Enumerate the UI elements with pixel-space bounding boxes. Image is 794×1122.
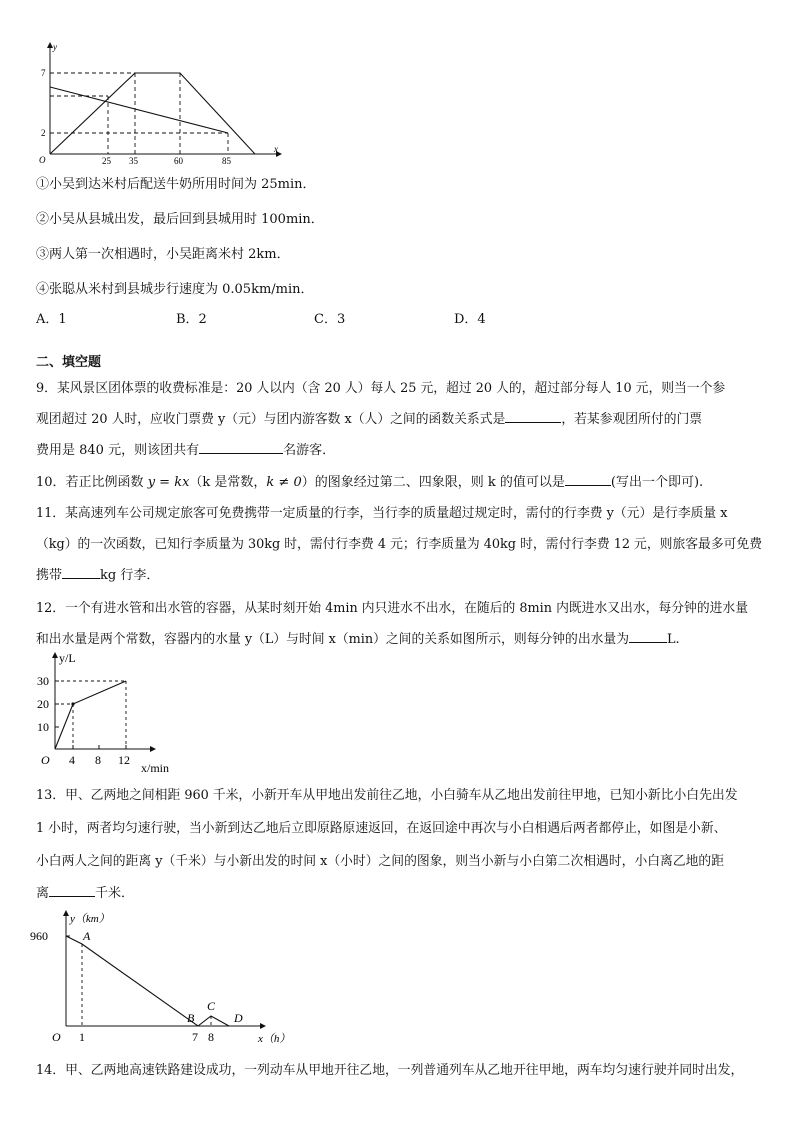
q9-line2 bbox=[36, 411, 702, 429]
q10-formula: y = kx bbox=[147, 475, 190, 490]
q14-line1: 14．甲、乙两地高速铁路建设成功，一列动车从甲地开往乙地，一列普通列车从乙地开往甲地，两车均匀速行驶并同时出发， bbox=[36, 1063, 744, 1078]
q13-line2: 1 小时，两者均匀速行驶，当小新到达乙地后立即原路原速返回，在返回途中再次与小白相遇后两者都停止，如图是小新、 bbox=[36, 821, 727, 836]
graph2-ytick-20: 20 bbox=[37, 697, 49, 711]
option-d: D．4 bbox=[454, 312, 486, 327]
q12-line2-tail: L. bbox=[667, 632, 680, 647]
q13-answer-blank[interactable] bbox=[49, 896, 95, 897]
q13-line3: 小白两人之间的距离 y（千米）与小新出发的时间 x（小时）之间的图象，则当小新与小白第二次相遇时，小白离乙地的距 bbox=[36, 854, 725, 869]
graph2-xtick-12: 12 bbox=[118, 753, 130, 767]
graph1-y-label: y bbox=[53, 42, 57, 52]
q10-text-2: （k 是常数， bbox=[189, 475, 267, 490]
graph3-origin: O bbox=[52, 1030, 61, 1044]
q10-text-4: (写出一个即可). bbox=[610, 475, 704, 490]
q9-line1: 9．某风景区团体票的收费标准是：20 人以内（含 20 人）每人 25 元，超过 20 人的，超过部分每人 10 元，则当一个参 bbox=[36, 381, 726, 396]
water-volume-graph bbox=[30, 650, 190, 780]
q11-line1: 11．某高速列车公司规定旅客可免费携带一定质量的行李，当行李的质量超过规定时，需付的行李费 y（元）是行李质量 x bbox=[36, 506, 728, 521]
q9-answer-blank-1[interactable] bbox=[505, 422, 561, 423]
q9-line3-tail: 名游客． bbox=[283, 443, 336, 458]
zhang-walk-line bbox=[50, 87, 228, 133]
q11-line3-tail: kg 行李． bbox=[100, 568, 160, 583]
section-title: 二、填空题 bbox=[36, 355, 102, 370]
q11-line2: （kg）的一次函数，已知行李质量为 30kg 时，需付行李费 4 元；行李质量为 40kg 时，需付行李费 12 元，则旅客最多可免费 bbox=[36, 537, 763, 552]
graph1-xtick-25: 25 bbox=[102, 156, 111, 166]
water-volume-line bbox=[55, 681, 126, 749]
q9-line2-tail: ，若某参观团所付的门票 bbox=[561, 412, 703, 427]
graph2-origin: O bbox=[41, 753, 50, 767]
graph1-xtick-60: 60 bbox=[174, 156, 183, 166]
q10-text-1: 10．若正比例函数 bbox=[36, 475, 148, 490]
point-a-label: A bbox=[83, 929, 91, 943]
graph2-y-label: y/L bbox=[59, 651, 76, 665]
graph2-ytick-10: 10 bbox=[37, 720, 49, 734]
distance-line bbox=[66, 936, 229, 1026]
graph3-x-label: x（h） bbox=[258, 1033, 290, 1045]
graph2-xtick-4: 4 bbox=[69, 753, 75, 767]
q12-answer-blank[interactable] bbox=[629, 642, 667, 643]
point-b-label: B bbox=[187, 1011, 195, 1025]
graph2-xtick-8: 8 bbox=[95, 753, 101, 767]
q10-answer-blank[interactable] bbox=[565, 485, 611, 486]
q10-text-3: ）的图象经过第二、四象限，则 k 的值可以是 bbox=[301, 475, 565, 490]
graph1-ytick-7: 7 bbox=[41, 68, 46, 78]
option-c: C．3 bbox=[314, 312, 346, 327]
graph3-xtick-7: 7 bbox=[192, 1030, 198, 1044]
travel-graph bbox=[30, 40, 290, 170]
q11-answer-blank[interactable] bbox=[62, 578, 100, 579]
distance-graph bbox=[30, 906, 290, 1052]
q10-line bbox=[36, 474, 703, 492]
turning-point bbox=[71, 702, 74, 705]
point-d-label: D bbox=[234, 1011, 243, 1025]
graph2-x-label: x/min bbox=[141, 761, 170, 775]
q9-line3 bbox=[36, 442, 335, 460]
statement-2: ②小吴从县城出发，最后回到县城用时 100min． bbox=[36, 212, 324, 227]
graph3-xtick-1: 1 bbox=[79, 1030, 85, 1044]
q9-answer-blank-2[interactable] bbox=[199, 453, 283, 454]
graph1-x-label: x bbox=[274, 144, 278, 154]
graph1-ytick-2: 2 bbox=[41, 128, 46, 138]
q12-line1: 12．一个有进水管和出水管的容器，从某时刻开始 4min 内只进水不出水，在随后的 8min 内既进水又出水，每分钟的进水量 bbox=[36, 601, 749, 616]
q13-line4-tail: 千米． bbox=[95, 886, 135, 901]
q10-condition: k ≠ 0 bbox=[266, 475, 302, 490]
graph3-xtick-8: 8 bbox=[208, 1030, 214, 1044]
point-c-label: C bbox=[207, 999, 216, 1013]
statement-4: ④张聪从米村到县城步行速度为 0.05km/min． bbox=[36, 282, 314, 297]
graph3-ytick-960: 960 bbox=[30, 929, 48, 943]
graph3-y-label: y（km） bbox=[70, 913, 110, 925]
q13-line4 bbox=[36, 885, 134, 903]
q13-line1: 13．甲、乙两地之间相距 960 千米，小新开车从甲地出发前往乙地，小白骑车从乙地出发前往甲地，已知小新比小白先出发 bbox=[36, 788, 738, 803]
graph1-origin: O bbox=[39, 155, 46, 165]
statement-3: ③两人第一次相遇时，小吴距离米村 2km． bbox=[36, 247, 290, 262]
option-a: A．1 bbox=[36, 312, 67, 327]
statement-1: ①小吴到达米村后配送牛奶所用时间为 25min． bbox=[36, 177, 316, 192]
option-b: B．2 bbox=[176, 312, 207, 327]
graph2-ytick-30: 30 bbox=[37, 674, 49, 688]
q9-line3-text: 费用是 840 元，则该团共有 bbox=[36, 443, 200, 458]
q11-line3-text: 携带 bbox=[36, 568, 63, 583]
graph1-xtick-85: 85 bbox=[222, 156, 231, 166]
q9-line2-text: 观团超过 20 人时，应收门票费 y（元）与团内游客数 x（人）之间的函数关系式是 bbox=[36, 412, 506, 427]
q11-line3 bbox=[36, 567, 159, 585]
q13-line4-text: 离 bbox=[36, 886, 50, 901]
graph1-xtick-35: 35 bbox=[129, 156, 138, 166]
q12-line2 bbox=[36, 631, 680, 649]
q12-line2-text: 和出水量是两个常数，容器内的水量 y（L）与时间 x（min）之间的关系如图所示，则每分钟的出水量为 bbox=[36, 632, 630, 647]
